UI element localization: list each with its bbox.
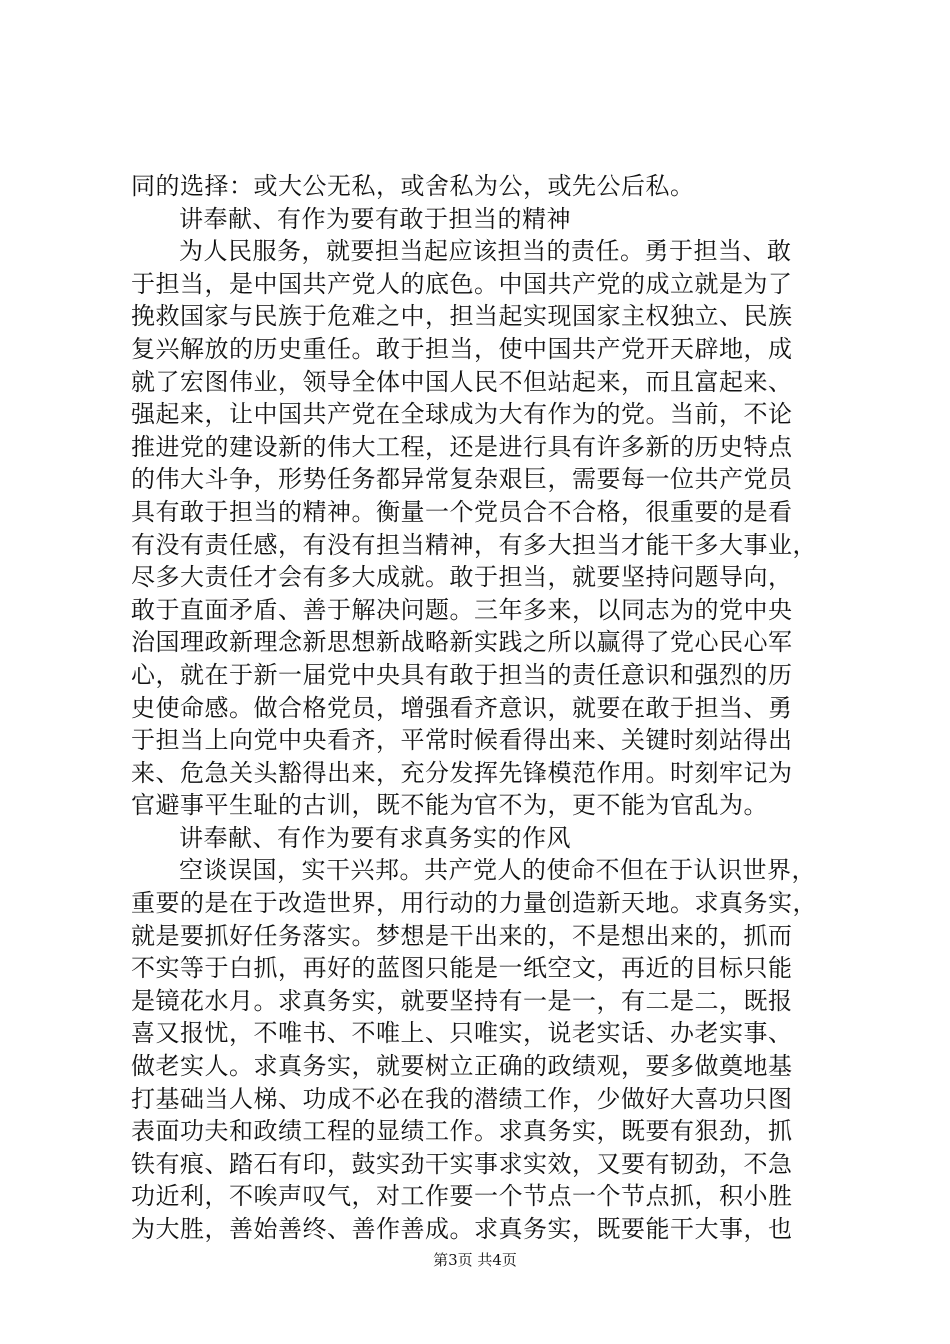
- text-line: 强起来，让中国共产党在全球成为大有作为的党。当前，不论: [131, 400, 793, 429]
- text-line: 做老实人。求真务实，就要树立正确的政绩观，要多做奠地基: [131, 1052, 793, 1081]
- text-line: 就了宏图伟业，领导全体中国人民不但站起来，而且富起来、: [131, 367, 793, 396]
- text-line: 重要的是在于改造世界，用行动的力量创造新天地。求真务实，: [131, 889, 817, 918]
- paragraph-first-line: 讲奉献、有作为要有敢于担当的精神: [179, 204, 571, 233]
- text-line: 史使命感。做合格党员，增强看齐意识，就要在敢于担当、勇: [131, 693, 793, 722]
- paragraph-first-line: 空谈误国，实干兴邦。共产党人的使命不但在于认识世界，: [179, 856, 816, 885]
- text-line: 官避事平生耻的古训，既不能为官不为，更不能为官乱为。: [131, 791, 768, 820]
- paragraph-first-line: 为人民服务，就要担当起应该担当的责任。勇于担当、敢: [179, 237, 792, 266]
- text-line: 治国理政新理念新思想新战略新实践之所以赢得了党心民心军: [131, 628, 793, 657]
- text-line: 打基础当人梯、功成不必在我的潜绩工作，少做好大喜功只图: [131, 1084, 793, 1113]
- text-line: 铁有痕、踏石有印，鼓实劲干实事求实效，又要有韧劲，不急: [131, 1149, 793, 1178]
- text-line: 于担当，是中国共产党人的底色。中国共产党的成立就是为了: [131, 269, 793, 298]
- text-line: 心，就在于新一届党中央具有敢于担当的责任意识和强烈的历: [131, 660, 793, 689]
- paragraph-first-line: 讲奉献、有作为要有求真务实的作风: [179, 823, 571, 852]
- text-line: 来、危急关头豁得出来，充分发挥先锋模范作用。时刻牢记为: [131, 758, 793, 787]
- text-line: 就是要抓好任务落实。梦想是干出来的，不是想出来的，抓而: [131, 921, 793, 950]
- text-line: 复兴解放的历史重任。敢于担当，使中国共产党开天辟地，成: [131, 334, 793, 363]
- page-footer: 第3页 共4页: [433, 1251, 517, 1269]
- text-line: 的伟大斗争，形势任务都异常复杂艰巨，需要每一位共产党员: [131, 465, 793, 494]
- text-line: 表面功夫和政绩工程的显绩工作。求真务实，既要有狠劲，抓: [131, 1117, 793, 1146]
- text-line: 具有敢于担当的精神。衡量一个党员合不合格，很重要的是看: [131, 497, 793, 526]
- text-line: 敢于直面矛盾、善于解决问题。三年多来，以同志为的党中央: [131, 595, 793, 624]
- text-line: 于担当上向党中央看齐，平常时候看得出来、关键时刻站得出: [131, 726, 793, 755]
- text-line: 功近利，不唉声叹气，对工作要一个节点一个节点抓，积小胜: [131, 1182, 793, 1211]
- text-line: 推进党的建设新的伟大工程，还是进行具有许多新的历史特点: [131, 432, 793, 461]
- text-line: 是镜花水月。求真务实，就要坚持有一是一，有二是二，既报: [131, 986, 793, 1015]
- text-line: 尽多大责任才会有多大成就。敢于担当，就要坚持问题导向，: [131, 563, 793, 592]
- text-line: 不实等于白抓，再好的蓝图只能是一纸空文，再近的目标只能: [131, 954, 793, 983]
- text-line: 同的选择：或大公无私，或舍私为公，或先公后私。: [131, 172, 695, 200]
- text-line: 有没有责任感，有没有担当精神，有多大担当才能干多大事业，: [131, 530, 817, 559]
- text-line: 挽救国家与民族于危难之中，担当起实现国家主权独立、民族: [131, 302, 793, 331]
- text-line: 喜又报忧，不唯书、不唯上、只唯实，说老实话、办老实事、: [131, 1019, 793, 1048]
- text-line: 为大胜，善始善终、善作善成。求真务实，既要能干大事，也: [131, 1215, 793, 1243]
- document-body: [131, 170, 831, 1246]
